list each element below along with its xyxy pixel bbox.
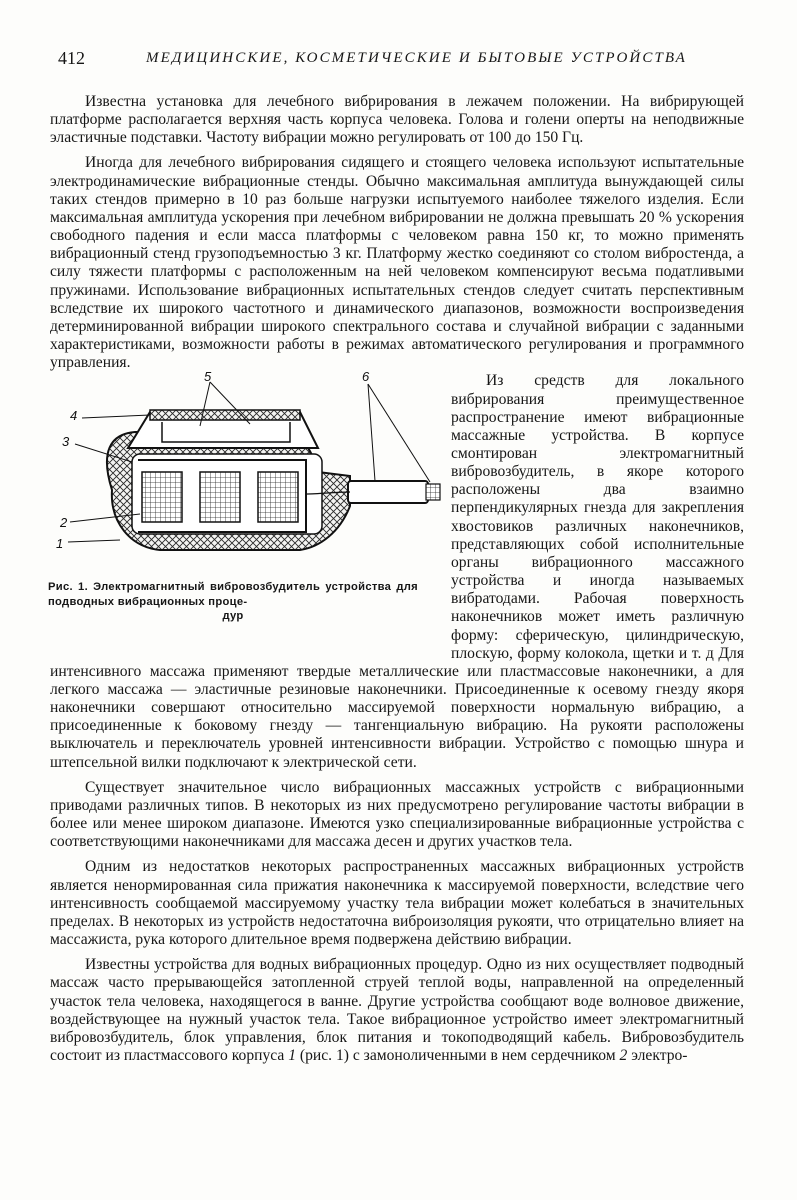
- paragraph: Из средств для локального вибрирования преимущественное распространение имеют вибрационные массажные устройства. В корпусе смонтирован электромагнитный вибровозбудитель, в якоре которого расположены два взаимно перпендикулярных гнезда для закрепления хвостовиков различных наконечников, представляющих собой исполнительные органы вибрационного массажного устройства и иногда называемых вибратодами. Рабочая поверхность наконечников может иметь различную форму: сферическую, цилиндрическую, плоскую, форму колокола, щетки и т. д Для интенсивного массажа применяют твердые металлические или пластмассовые наконечники, а для легкого массажа — эластичные резиновые наконечники. Присоединенные к осевому гнезду якоря наконечники совершают относительно массируемой поверхности нормальную вибрацию, а присоединенные к боковому гнезду — тангенциальную вибрацию. На рукояти расположены выключатель и переключатель уровней интенсивности вибрации. Устройство с помощью шнура и штепсельной вилки подключают к электрической сети.: [50, 372, 744, 771]
- text-run: (рис. 1) с замоноличенными в нем сердечником: [299, 1046, 616, 1064]
- paragraph: Известна установка для лечебного вибрирования в лежачем положении. На вибрирующей платформе располагается верхняя часть корпуса человека. Голова и голени оперты на неподвижные эластичные подставки. Частоту вибрации можно регулировать от 100 до 150 Гц.: [50, 93, 744, 147]
- label-2: 2: [60, 515, 68, 531]
- coil-mid: [200, 472, 240, 522]
- membrane: [150, 410, 300, 420]
- paragraph: [50, 956, 744, 1065]
- label-5: 5: [204, 369, 212, 385]
- cable-sleeve: [348, 481, 428, 503]
- coil-left: [142, 472, 182, 522]
- caption-text-end: дур: [222, 609, 244, 622]
- paragraph: Иногда для лечебного вибрирования сидящего и стоящего человека используют испытательные электродинамические вибрационные стенды. Обычно максимальная амплитуда вынуждающей силы таких стендов примерно в 10 раз больше нагрузки испытуемого наиболее тяжелого изделия. Если максимальная амплитуда ускорения при лечебном вибрировании не должна превышать 20 % ускорения свободного падения и если масса платформы с человеком равна 150 кг, то можно применять вибрационный стенд грузоподъемностью 3 кг. Платформу жестко соединяют со столом вибростенда, а силу тяжести платформы с расположенным на ней человеком компенсируют весьма податливыми пружинами. Использование вибрационных испытательных стендов следует считать перспективным вследствие их широкого частотного и динамического диапазонов, возможности воспроизведения детерминированной вибрации широкого спектрального состава и случайной вибрации с заданными характеристиками, возможности работы в режимах автоматического регулирования и программного управления.: [50, 154, 744, 372]
- paragraph: Существует значительное число вибрационных массажных устройств с вибрационными приводами различных типов. В некоторых из них предусмотрено регулирование частоты вибрации в более или менее широком диапазоне. Имеются узко специализированные вибрационные устройства с соответствующими наконечниками для массажа десен и других участков тела.: [50, 778, 744, 851]
- label-3: 3: [62, 434, 70, 450]
- page-body: [50, 93, 744, 1065]
- figure-caption: [48, 580, 418, 623]
- running-title: МЕДИЦИНСКИЕ, КОСМЕТИЧЕСКИЕ И БЫТОВЫЕ УСТРОЙСТВА: [146, 50, 687, 66]
- page-header: [58, 48, 748, 72]
- page-number: 412: [58, 48, 85, 68]
- vibration-exciter-diagram: [50, 369, 440, 577]
- figure-ref: 2: [619, 1046, 628, 1064]
- figure-ref: 1: [288, 1046, 297, 1064]
- label-6: 6: [362, 369, 370, 385]
- paragraph: Одним из недостатков некоторых распространенных массажных вибрационных устройств является ненормированная сила прижатия наконечника к массируемой поверхности, вследствие чего интенсивность сообщаемой массируемому участку тела вибрации может колебаться в значительных пределах. В некоторых из устройств недостаточна виброизоляция рукояти, что отрицательно влияет на массажиста, рука которого длительное время подвержена действию вибрации.: [50, 858, 744, 949]
- label-1: 1: [56, 536, 64, 552]
- cable: [426, 484, 440, 500]
- text-run: электро-: [631, 1046, 688, 1064]
- caption-text: Рис. 1. Электромагнитный вибровозбудитель устройства для подводных вибрационных проце-: [48, 581, 418, 608]
- label-4: 4: [70, 408, 78, 424]
- coil-right: [258, 472, 298, 522]
- text-run: Известны устройства для водных вибрационных процедур. Одно из них осуществляет подводный массаж часто прерывающейся затопленной струей теплой воды, направленной на определенный участок тела человека, находящегося в ванне. Другие устройства сообщают воде волновое движение, воздействующее на нужный участок тела. Такое вибрационное устройство имеет электромагнитный вибровозбудитель, блок управления, блок питания и токоподводящий кабель. Вибровозбудитель состоит из пластмассового корпуса: [50, 956, 744, 1064]
- figure-1: [48, 369, 441, 654]
